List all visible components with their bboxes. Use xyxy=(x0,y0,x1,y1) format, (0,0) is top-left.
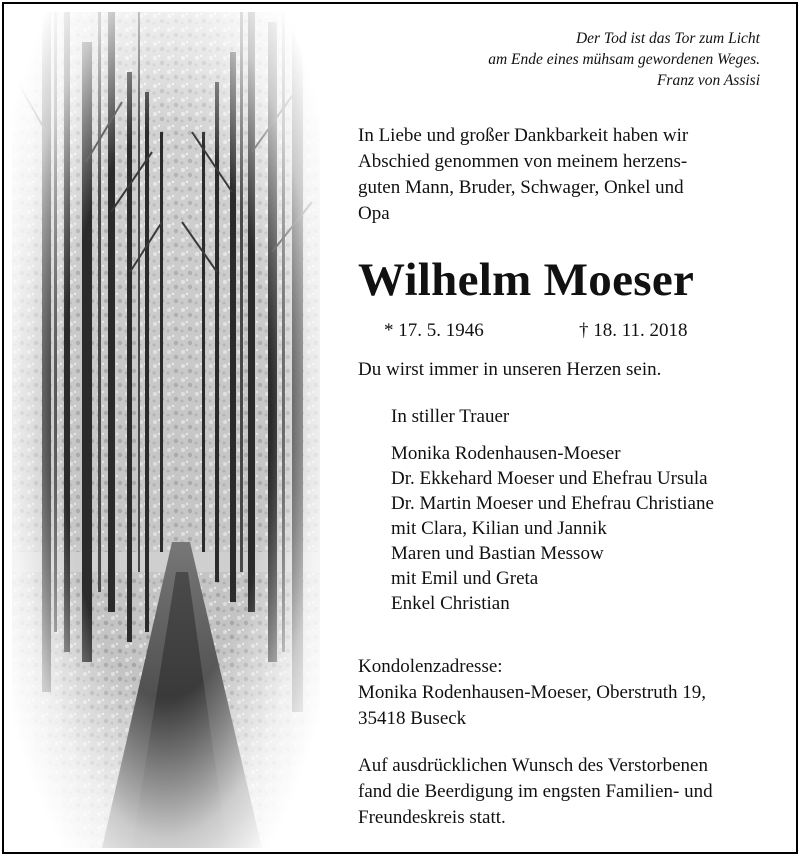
obituary-frame xyxy=(2,2,798,854)
quote-line: am Ende eines mühsam gewordenen Weges. xyxy=(488,51,760,68)
condolence-address xyxy=(358,654,706,732)
mourner-name: Enkel Christian xyxy=(391,593,510,614)
mourners-list xyxy=(391,441,714,616)
mourner-name: Dr. Martin Moeser und Ehefrau Christiane xyxy=(391,493,714,514)
mourner-name: Maren und Bastian Messow xyxy=(391,543,604,564)
intro-line: Opa xyxy=(358,203,390,224)
intro-line: In Liebe und großer Dankbarkeit haben wir xyxy=(358,125,689,146)
mourner-name: mit Emil und Greta xyxy=(391,568,539,589)
funeral-notice xyxy=(358,753,713,831)
notice-line: Freundeskreis statt. xyxy=(358,807,506,828)
deceased-name: Wilhelm Moeser xyxy=(358,254,695,306)
intro-line: guten Mann, Bruder, Schwager, Onkel und xyxy=(358,177,684,198)
mourner-name: Dr. Ekkehard Moeser und Ehefrau Ursula xyxy=(391,468,708,489)
condolence-line: 35418 Buseck xyxy=(358,708,467,729)
farewell-text: Du wirst immer in unseren Herzen sein. xyxy=(358,359,662,380)
quote-line: Der Tod ist das Tor zum Licht xyxy=(575,30,760,47)
mourner-name: Monika Rodenhausen-Moeser xyxy=(391,443,621,464)
notice-line: Auf ausdrücklichen Wunsch des Verstorbenen xyxy=(358,755,708,776)
quote-block xyxy=(334,28,760,91)
intro-text xyxy=(358,123,778,227)
forest-path-image xyxy=(12,12,320,848)
condolence-label: Kondolenzadresse: xyxy=(358,656,503,677)
notice-line: fand die Beerdigung im engsten Familien- und xyxy=(358,781,713,802)
mourner-name: mit Clara, Kilian und Jannik xyxy=(391,518,607,539)
quote-author: Franz von Assisi xyxy=(656,72,760,89)
condolence-line: Monika Rodenhausen-Moeser, Oberstruth 19, xyxy=(358,682,707,703)
birth-date: * 17. 5. 1946 xyxy=(384,320,484,341)
intro-line: Abschied genommen von meinem herzens- xyxy=(358,151,688,172)
death-date: † 18. 11. 2018 xyxy=(579,320,688,341)
mourning-heading: In stiller Trauer xyxy=(391,406,510,427)
